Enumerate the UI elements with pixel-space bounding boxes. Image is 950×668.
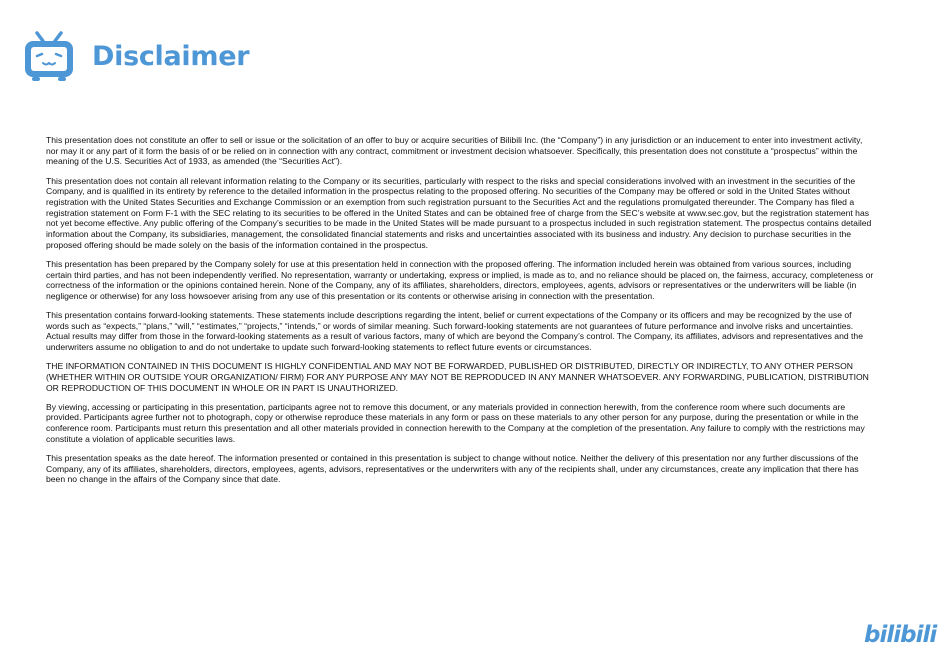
disclaimer-paragraph: This presentation does not constitute an offer to sell or issue or the solicitation of an offer to buy or acquire securities of Bilibili Inc. (the “Company”) in any jurisdiction or an inducement to enter into investment activity, nor may it or any part of it form the basis of or be relied on in connection with any contract, commitment or investment decision whatsoever. Specifically, this presentation does not constitute a “prospectus” within the meaning of the U.S. Securities Act of 1933, as amended (the “Securities Act”).	[46, 135, 863, 167]
disclaimer-paragraph: This presentation speaks as the date hereof. The information presented or contained in this presentation is subject to change without notice. Neither the delivery of this presentation nor any further discussions of the Company, any of its affiliates, shareholders, directors, employees, agents, advisors, representatives or the underwriters with any of the recipients shall, under any circumstances, create any implication that there has been no change in the affairs of the Company since that date.	[46, 452, 859, 485]
disclaimer-paragraph: This presentation contains forward-looking statements. These statements include descriptions regarding the intent, belief or current expectations of the Company or its officers and may be recognized by the use of words such as “expects,” “plans,” “will,” “estimates,” “projects,” “intends,” or words of similar meaning. Such forward-looking statements are not guarantees of future performance and involve risks and uncertainties. Actual results may differ from those in the forward-looking statements as a result of various factors, many of which are beyond the Company’s control. The Company, its affiliates, advisors and representatives and the underwriters assume no obligation to and do not undertake to update such forward-looking statements to reflect future events or circumstances.	[46, 310, 863, 353]
disclaimer-body	[46, 135, 876, 493]
slide-header	[22, 30, 249, 82]
disclaimer-paragraph: This presentation has been prepared by the Company solely for use at this presentation held in connection with the proposed offering. The information included herein was obtained from various sources, including certain third parties, and has not been independently verified. No representation, warranty or undertaking, express or implied, is made as to, and no reliance should be placed on, the fairness, accuracy, completeness or correctness of the information or the opinions contained herein. None of the Company, any of its affiliates, shareholders, directors, employees, agents, advisors or representatives or the underwriters will be liable (in negligence or otherwise) for any loss howsoever arising from any use of this presentation or its contents or otherwise arising in connection with the presentation.	[46, 258, 874, 301]
bilibili-logo: bilibili	[864, 622, 937, 648]
disclaimer-paragraph: This presentation does not contain all relevant information relating to the Company or its securities, particularly with respect to the risks and special considerations involved with an investment in the securities of the Company, and is qualified in its entirety by reference to the detailed information in the prospectus relating to the proposed offering. No securities of the Company may be offered or sold in the United States without registration with the United States Securities and Exchange Commission or an exemption from such registration pursuant to the Securities Act and the regulations promulgated thereunder. The Company has filed a registration statement on Form F-1 with the SEC relating to its securities to be offered in the United States and can be obtained free of charge from the SEC’s website at www.sec.gov, but the registration statement has not yet become effective. Any public offering of the Company’s securities to be made in the United States will be made pursuant to a prospectus included in such registration statement. The prospectus contains detailed information about the Company, its subsidiaries, management, the consolidated financial statements and risks and uncertainties associated with its business and industry. Any decision to purchase securities in the proposed offering should be made solely on the basis of the information contained in the prospectus.	[46, 175, 872, 250]
page-title: Disclaimer	[92, 40, 250, 72]
tv-icon	[22, 30, 76, 82]
disclaimer-paragraph: THE INFORMATION CONTAINED IN THIS DOCUMENT IS HIGHLY CONFIDENTIAL AND MAY NOT BE FORWARDED, PUBLISHED OR DISTRIBUTED, DIRECTLY OR INDIRECTLY, TO ANY OTHER PERSON (WHETHER WITHIN OR OUTSIDE YOUR ORGANIZATION/ FIRM) FOR ANY PURPOSE ANY MAY NOT BE REPRODUCED IN ANY MANNER WHATSOEVER. ANY FORWARDING, PUBLICATION, DISTRIBUTION OR REPRODUCTION OF THIS DOCUMENT IN WHOLE OR IN PART IS UNAUTHORIZED.	[46, 361, 869, 393]
disclaimer-paragraph: By viewing, accessing or participating in this presentation, participants agree not to remove this document, or any materials provided in connection herewith, from the conference room where such documents are provided. Participants agree further not to photograph, copy or otherwise reproduce these materials in any form or pass on these materials to any other person for any purpose, during the presentation or while in the conference room. Participants must return this presentation and all other materials provided in connection herewith to the Company at the completion of the presentation. Any failure to comply with the restrictions may constitute a violation of applicable securities laws.	[46, 401, 865, 444]
